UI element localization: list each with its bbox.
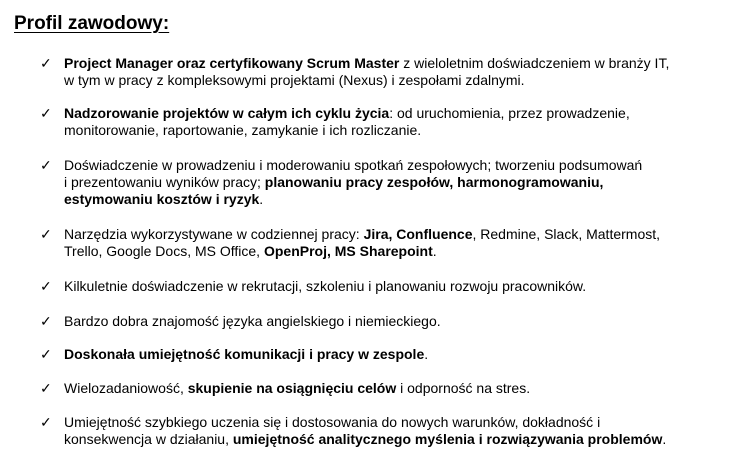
text-line <box>64 243 736 260</box>
plain-text: , Redmine, Slack, Mattermost, <box>472 226 661 242</box>
plain-text: i odporność na stres. <box>396 380 531 396</box>
plain-text: Trello, Google Docs, MS Office, <box>64 243 264 259</box>
checkmark-icon: ✓ <box>40 55 52 71</box>
checkmark-icon: ✓ <box>40 157 52 173</box>
bold-text: umiejętność analitycznego myślenia i rozwiązywania problemów <box>232 431 663 447</box>
text-line <box>64 278 736 295</box>
bold-text: estymowaniu kosztów i ryzyk <box>64 191 260 207</box>
plain-text: i prezentowaniu wyników pracy; <box>64 174 265 190</box>
plain-text: . <box>424 346 429 362</box>
plain-text: monitorowanie, raportowanie, zamykanie i ich rozliczanie. <box>64 122 422 138</box>
text-line <box>64 105 736 122</box>
text-line <box>64 55 736 72</box>
plain-text: konsekwencja w działaniu, <box>64 431 233 447</box>
checkmark-icon: ✓ <box>40 105 52 121</box>
checkmark-icon: ✓ <box>40 414 52 430</box>
bold-text: Doskonała umiejętność komunikacji i pracy w zespole <box>64 346 425 362</box>
list-item-text <box>64 313 736 330</box>
text-line <box>64 346 736 363</box>
text-line <box>64 431 736 448</box>
list-item-text <box>64 346 736 363</box>
text-line <box>64 414 736 431</box>
checkmark-icon: ✓ <box>40 346 52 362</box>
text-line <box>64 174 736 191</box>
plain-text: Wielozadaniowość, <box>64 380 188 396</box>
list-item-text <box>64 414 736 448</box>
text-line <box>64 72 736 89</box>
text-line <box>64 226 736 243</box>
plain-text: : od uruchomienia, przez prowadzenie, <box>389 105 630 121</box>
plain-text: . <box>259 191 264 207</box>
plain-text: . <box>432 243 437 259</box>
text-line <box>64 380 736 397</box>
text-line <box>64 191 736 208</box>
bold-text: skupienie na osiągnięciu celów <box>187 380 397 396</box>
bold-text: Nadzorowanie projektów w całym ich cyklu życia <box>64 105 390 121</box>
plain-text: . <box>662 431 667 447</box>
list-item-text <box>64 55 736 89</box>
bold-text: Project Manager oraz certyfikowany Scrum Master <box>64 55 400 71</box>
bold-text: OpenProj, MS Sharepoint <box>263 243 433 259</box>
checkmark-icon: ✓ <box>40 278 52 294</box>
list-item-text <box>64 278 736 295</box>
checkmark-icon: ✓ <box>40 226 52 242</box>
plain-text: w tym w pracy z kompleksowymi projektami (Nexus) i zespołami zdalnymi. <box>64 72 525 88</box>
section-heading: Profil zawodowy: <box>14 13 170 34</box>
plain-text: Kilkuletnie doświadczenie w rekrutacji, szkoleniu i planowaniu rozwoju pracowników. <box>64 278 587 294</box>
plain-text: Umiejętność szybkiego uczenia się i dostosowania do nowych warunków, dokładność i <box>64 414 601 430</box>
bold-text: Jira, Confluence <box>363 226 473 242</box>
plain-text: Bardzo dobra znajomość języka angielskiego i niemieckiego. <box>64 313 441 329</box>
plain-text: Narzędzia wykorzystywane w codziennej pracy: <box>64 226 364 242</box>
plain-text: Doświadczenie w prowadzeniu i moderowaniu spotkań zespołowych; tworzeniu podsumowań <box>64 157 643 173</box>
text-line <box>64 122 736 139</box>
checkmark-icon: ✓ <box>40 380 52 396</box>
bold-text: planowaniu pracy zespołów, harmonogramowaniu, <box>264 174 604 190</box>
checkmark-icon: ✓ <box>40 313 52 329</box>
text-line <box>64 157 736 174</box>
plain-text: z wieloletnim doświadczeniem w branży IT, <box>399 55 670 71</box>
text-line <box>64 313 736 330</box>
list-item-text <box>64 157 736 208</box>
list-item-text <box>64 380 736 397</box>
list-item-text <box>64 105 736 139</box>
list-item-text <box>64 226 736 260</box>
